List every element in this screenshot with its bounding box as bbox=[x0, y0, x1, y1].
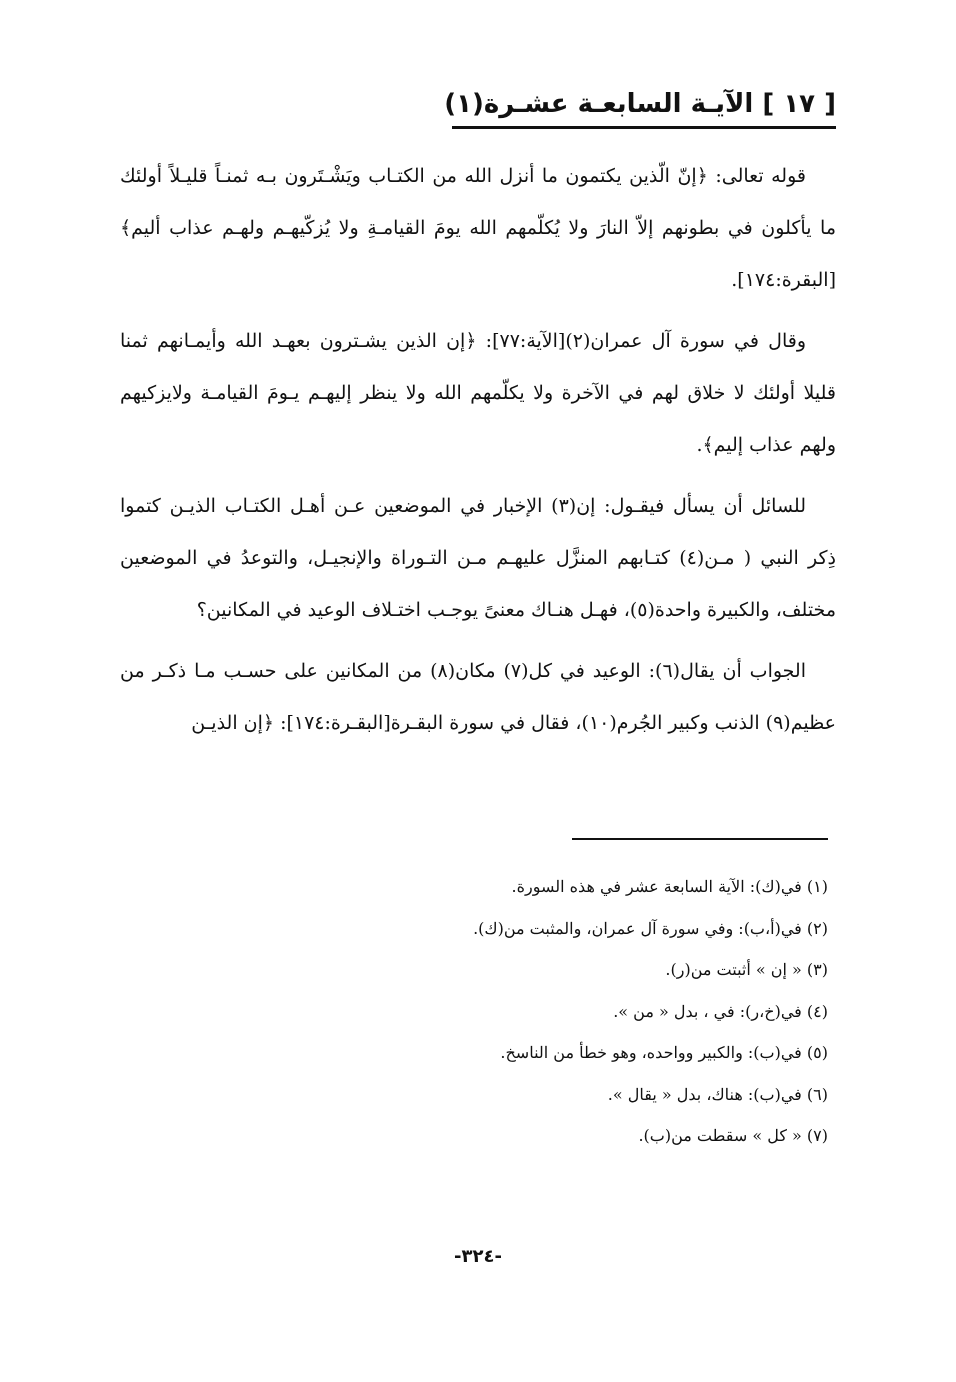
footnote-separator bbox=[572, 838, 828, 840]
footnote-item: (٢) في(أ،ب): وفي سورة آل عمران، والمثبت من(ك). bbox=[473, 918, 828, 938]
footnote-item: (٣) « إن » أثبتت من(ر). bbox=[665, 960, 828, 979]
page-number: -٣٢٤- bbox=[454, 1246, 502, 1267]
footnote-item: (٧) « كل » سقطت من(ب). bbox=[638, 1126, 828, 1145]
paragraph-al-imran: وقال في سورة آل عمران(٢)[الآية:٧٧]: ﴿إن الذين يشـترون بعهـد الله وأيمـانهم ثمنا قليلا أولئك لا خلاق لهم في الآخرة ولا يكلّمهم الله ولا ينظر إليهـم يـومَ القيامـة ولايزكيهم ولهم عذاب إليم﴾. bbox=[120, 330, 836, 456]
paragraph-verse-quote: قوله تعالى: ﴿إنّ الّذين يكتمون ما أنزل الله من الكتـاب ويَشْـتَرون بـه ثمنـاً قليـلاً أولئك ما يأكلون في بطونهم إلاّ النارَ ولا يُكلّمهم الله يومَ القيامـةِ ولا يُزكّيهـم ولهـم عذاب أليم﴾[البقرة:١٧٤]. bbox=[120, 165, 836, 291]
paragraph-question: للسائل أن يسأل فيقـول: إن(٣) الإخبار في الموضعين عـن أهـل الكتـاب الذيـن كتموا ذِكر النبي ( مـن(٤) كتـابهم المنزَّل عليهـم مـن التـوراة والإنجيـل، والتوعدُ في الموضعين مختلف، والكبيرة واحدة(٥)، فهـل هنـاك معنىً يوجـب اختـلاف الوعيد في المكانين؟ bbox=[120, 495, 836, 621]
section-heading: [ ١٧ ] الآيـة السابعـة عشـرة(١) bbox=[444, 89, 836, 119]
footnote-item: (٥) في(ب): والكبير وواحده، وهو خطأ من الناسخ. bbox=[500, 1043, 828, 1062]
footnote-item: (٦) في(ب): هناك، بدل « يقال ». bbox=[607, 1084, 828, 1104]
paragraph-answer: الجواب أن يقال(٦): الوعيد في كل(٧) مكان(٨) من المكانين على حسـب مـا ذكـر من عظيم(٩) الذنب وكبير الجُرم(١٠)، فقال في سورة البقـرة[البقـرة:١٧٤]: ﴿إن الذيـن bbox=[120, 660, 836, 734]
footnotes-list bbox=[308, 866, 828, 1157]
heading-underline bbox=[452, 126, 836, 129]
main-text bbox=[120, 150, 836, 758]
footnote-item: (١) في(ك): الآية السابعة عشر في هذه السورة. bbox=[511, 877, 828, 896]
footnote-item: (٤) في(خ،ر): في ، بدل « من ». bbox=[613, 1001, 828, 1021]
